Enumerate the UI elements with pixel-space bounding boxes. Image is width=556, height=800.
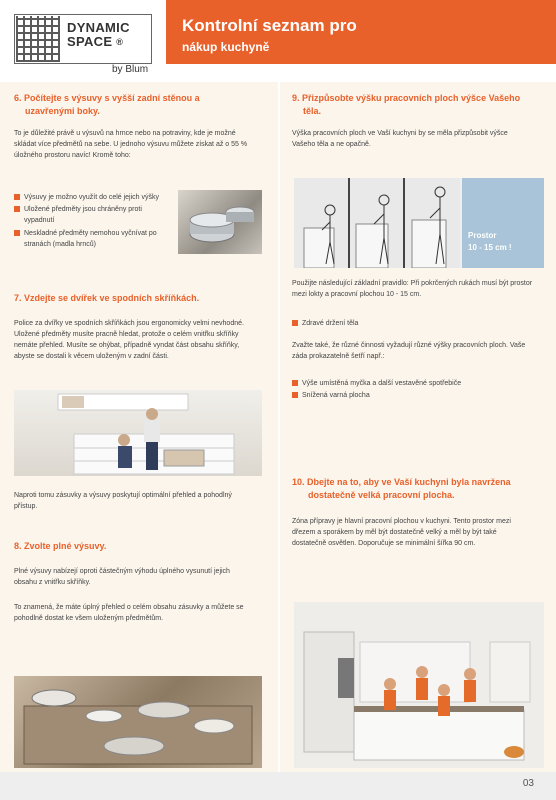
page-subtitle: nákup kuchyně: [182, 40, 270, 54]
text-line: skládat více předmětů na sebe. U jednoho výsuvu můžete získat až o 55 %: [14, 141, 248, 148]
section-7-paragraph: [14, 318, 244, 362]
kitchen-scene-illustration: [14, 390, 262, 476]
text-line: Plné výsuvy nabízejí oproti částečným výhodu úplného vysunutí jejich: [14, 568, 230, 575]
prostor-label: [468, 230, 512, 254]
section-9-paragraph: [292, 128, 508, 150]
section-10-title: [292, 476, 511, 502]
text-line: Použijte následující základní pravidlo: Při pokrčených rukách musí být prostor: [292, 280, 533, 287]
dynamic-space-logo: [0, 0, 166, 82]
page-number: 03: [522, 778, 534, 789]
section-8-paragraph-2: [14, 602, 244, 624]
page-title: Kontrolní seznam pro: [182, 16, 357, 35]
section-6-title-line2: uzavřenými boky.: [25, 106, 100, 116]
text-line: Zvažte také, že různé činnosti vyžadují různé výšky pracovních ploch. Vaše: [292, 342, 526, 349]
worktop-height-figures: [294, 178, 544, 268]
text-line: úložného prostoru navíc! Kromě toho:: [14, 152, 131, 159]
section-8-title: 8. Zvolte plné výsuvy.: [14, 541, 107, 551]
dynamic-space-badge: [14, 14, 152, 64]
page-footer: [0, 772, 556, 800]
text-line: Uložené předměty jsou chráněny proti: [24, 206, 142, 213]
text-line: dřezem a sporákem by měl být dostatečně velký a měl by být také: [292, 529, 497, 536]
text-line: pohodlně dostat ke všem uloženým předmětům.: [14, 615, 164, 622]
ds-reg: ®: [116, 37, 124, 47]
section-9-title-line2: těla.: [303, 106, 322, 116]
blum-swoosh-icon: [473, 50, 487, 60]
kitchen-island-photo: [294, 602, 544, 768]
section-9-title: [292, 92, 520, 118]
worktop-height-illustration: [294, 178, 544, 268]
section-9-bullet-1: Zdravé držení těla: [292, 318, 358, 329]
section-10-title-line2: dostatečně velká pracovní plocha.: [308, 490, 455, 500]
text-line: Neskladné předměty nemohou vyčnívat po: [24, 230, 157, 237]
by-blum-text: by Blum: [112, 64, 149, 75]
left-column: [0, 82, 278, 772]
text-line: nemáte přehled. Musíte se ohýbat, případně vyndat část obsahu skříňky,: [14, 342, 240, 349]
right-column: [280, 82, 556, 772]
section-9-title-line1: 9. Přizpůsobte výšku pracovních ploch výšce Vašeho: [292, 93, 521, 103]
text-line: obsahu z vnitřku skříňky.: [14, 579, 91, 586]
text-line: To je důležité právě u výsuvů na hrnce nebo na potraviny, kde je možné: [14, 130, 236, 137]
section-7-after-paragraph: [14, 490, 232, 512]
text-line: Naproti tomu zásuvky a výsuvy poskytují optimální přehled a pohodlný: [14, 492, 232, 499]
text-line: Zóna přípravy je hlavní pracovní plochou v kuchyni. Tento prostor mezi: [292, 518, 511, 525]
section-6-bullet-2: [14, 204, 142, 226]
text-line: Vašeho těla a ne opačně.: [292, 141, 371, 148]
section-9-rule: [292, 278, 532, 300]
text-line: Police za dvířky ve spodních skříňkách jsou ergonomicky velmi nevhodné.: [14, 320, 244, 327]
grid-logo-icon: [16, 16, 60, 62]
text-line: mezi lokty a pracovní plochou 10 - 15 cm.: [292, 291, 422, 298]
text-line: dostatečně osvětlen. Doporučuje se minimální šířka 90 cm.: [292, 540, 476, 547]
ds-line1: DYNAMIC: [67, 20, 130, 35]
section-6-paragraph: [14, 128, 247, 161]
text-line: stranách (madla hrnců): [24, 241, 96, 248]
section-6-bullet-3: [14, 228, 157, 250]
section-9-bullet-2: Výše umístěná myčka a další vestavěné spotřebiče: [292, 378, 461, 389]
text-line: Výška pracovních ploch ve Vaší kuchyni by se měla přizpůsobit výšce: [292, 130, 508, 137]
text-line: Uložené předměty musíte pracně hledat, protože o celém vnitřku skříňky: [14, 331, 239, 338]
section-9-bullet-3: Snížená varná plocha: [292, 390, 370, 401]
prostor-line2: 10 - 15 cm !: [468, 243, 512, 252]
text-line: vypadnutí: [24, 217, 55, 224]
full-extension-drawer-photo: [14, 676, 262, 768]
prostor-line1: Prostor: [468, 231, 497, 240]
kitchen-island-illustration: [294, 602, 544, 768]
section-6-title: [14, 92, 200, 118]
drawer-contents-illustration: [14, 676, 262, 768]
blum-logo-text: blum: [486, 40, 542, 67]
section-6-title-line1: 6. Počítejte s výsuvy s vyšší zadní stěnou a: [14, 93, 200, 103]
pots-drawer-photo: [178, 190, 262, 254]
section-7-title: 7. Vzdejte se dvířek ve spodních skříňkách.: [14, 293, 200, 303]
ds-line2: SPACE: [67, 34, 113, 49]
section-10-title-line1: 10. Dbejte na to, aby ve Vaší kuchyni byla navržena: [292, 477, 511, 487]
text-line: záda prokazatelně šetří např.:: [292, 353, 385, 360]
text-line: abyste se dostali k věcem uloženým v zadní části.: [14, 353, 169, 360]
text-line: To znamená, že máte úplný přehled o celém obsahu zásuvky a můžete se: [14, 604, 244, 611]
section-9-paragraph-2: [292, 340, 525, 362]
section-8-paragraph-1: [14, 566, 230, 588]
blum-logo: [473, 40, 542, 68]
section-6-bullet-1: Výsuvy je možno využít do celé jejich výšky: [14, 192, 159, 203]
text-line: přístup.: [14, 503, 38, 510]
pots-illustration: [178, 190, 262, 254]
kitchen-cabinets-photo: [14, 390, 262, 476]
section-10-paragraph: [292, 516, 511, 549]
